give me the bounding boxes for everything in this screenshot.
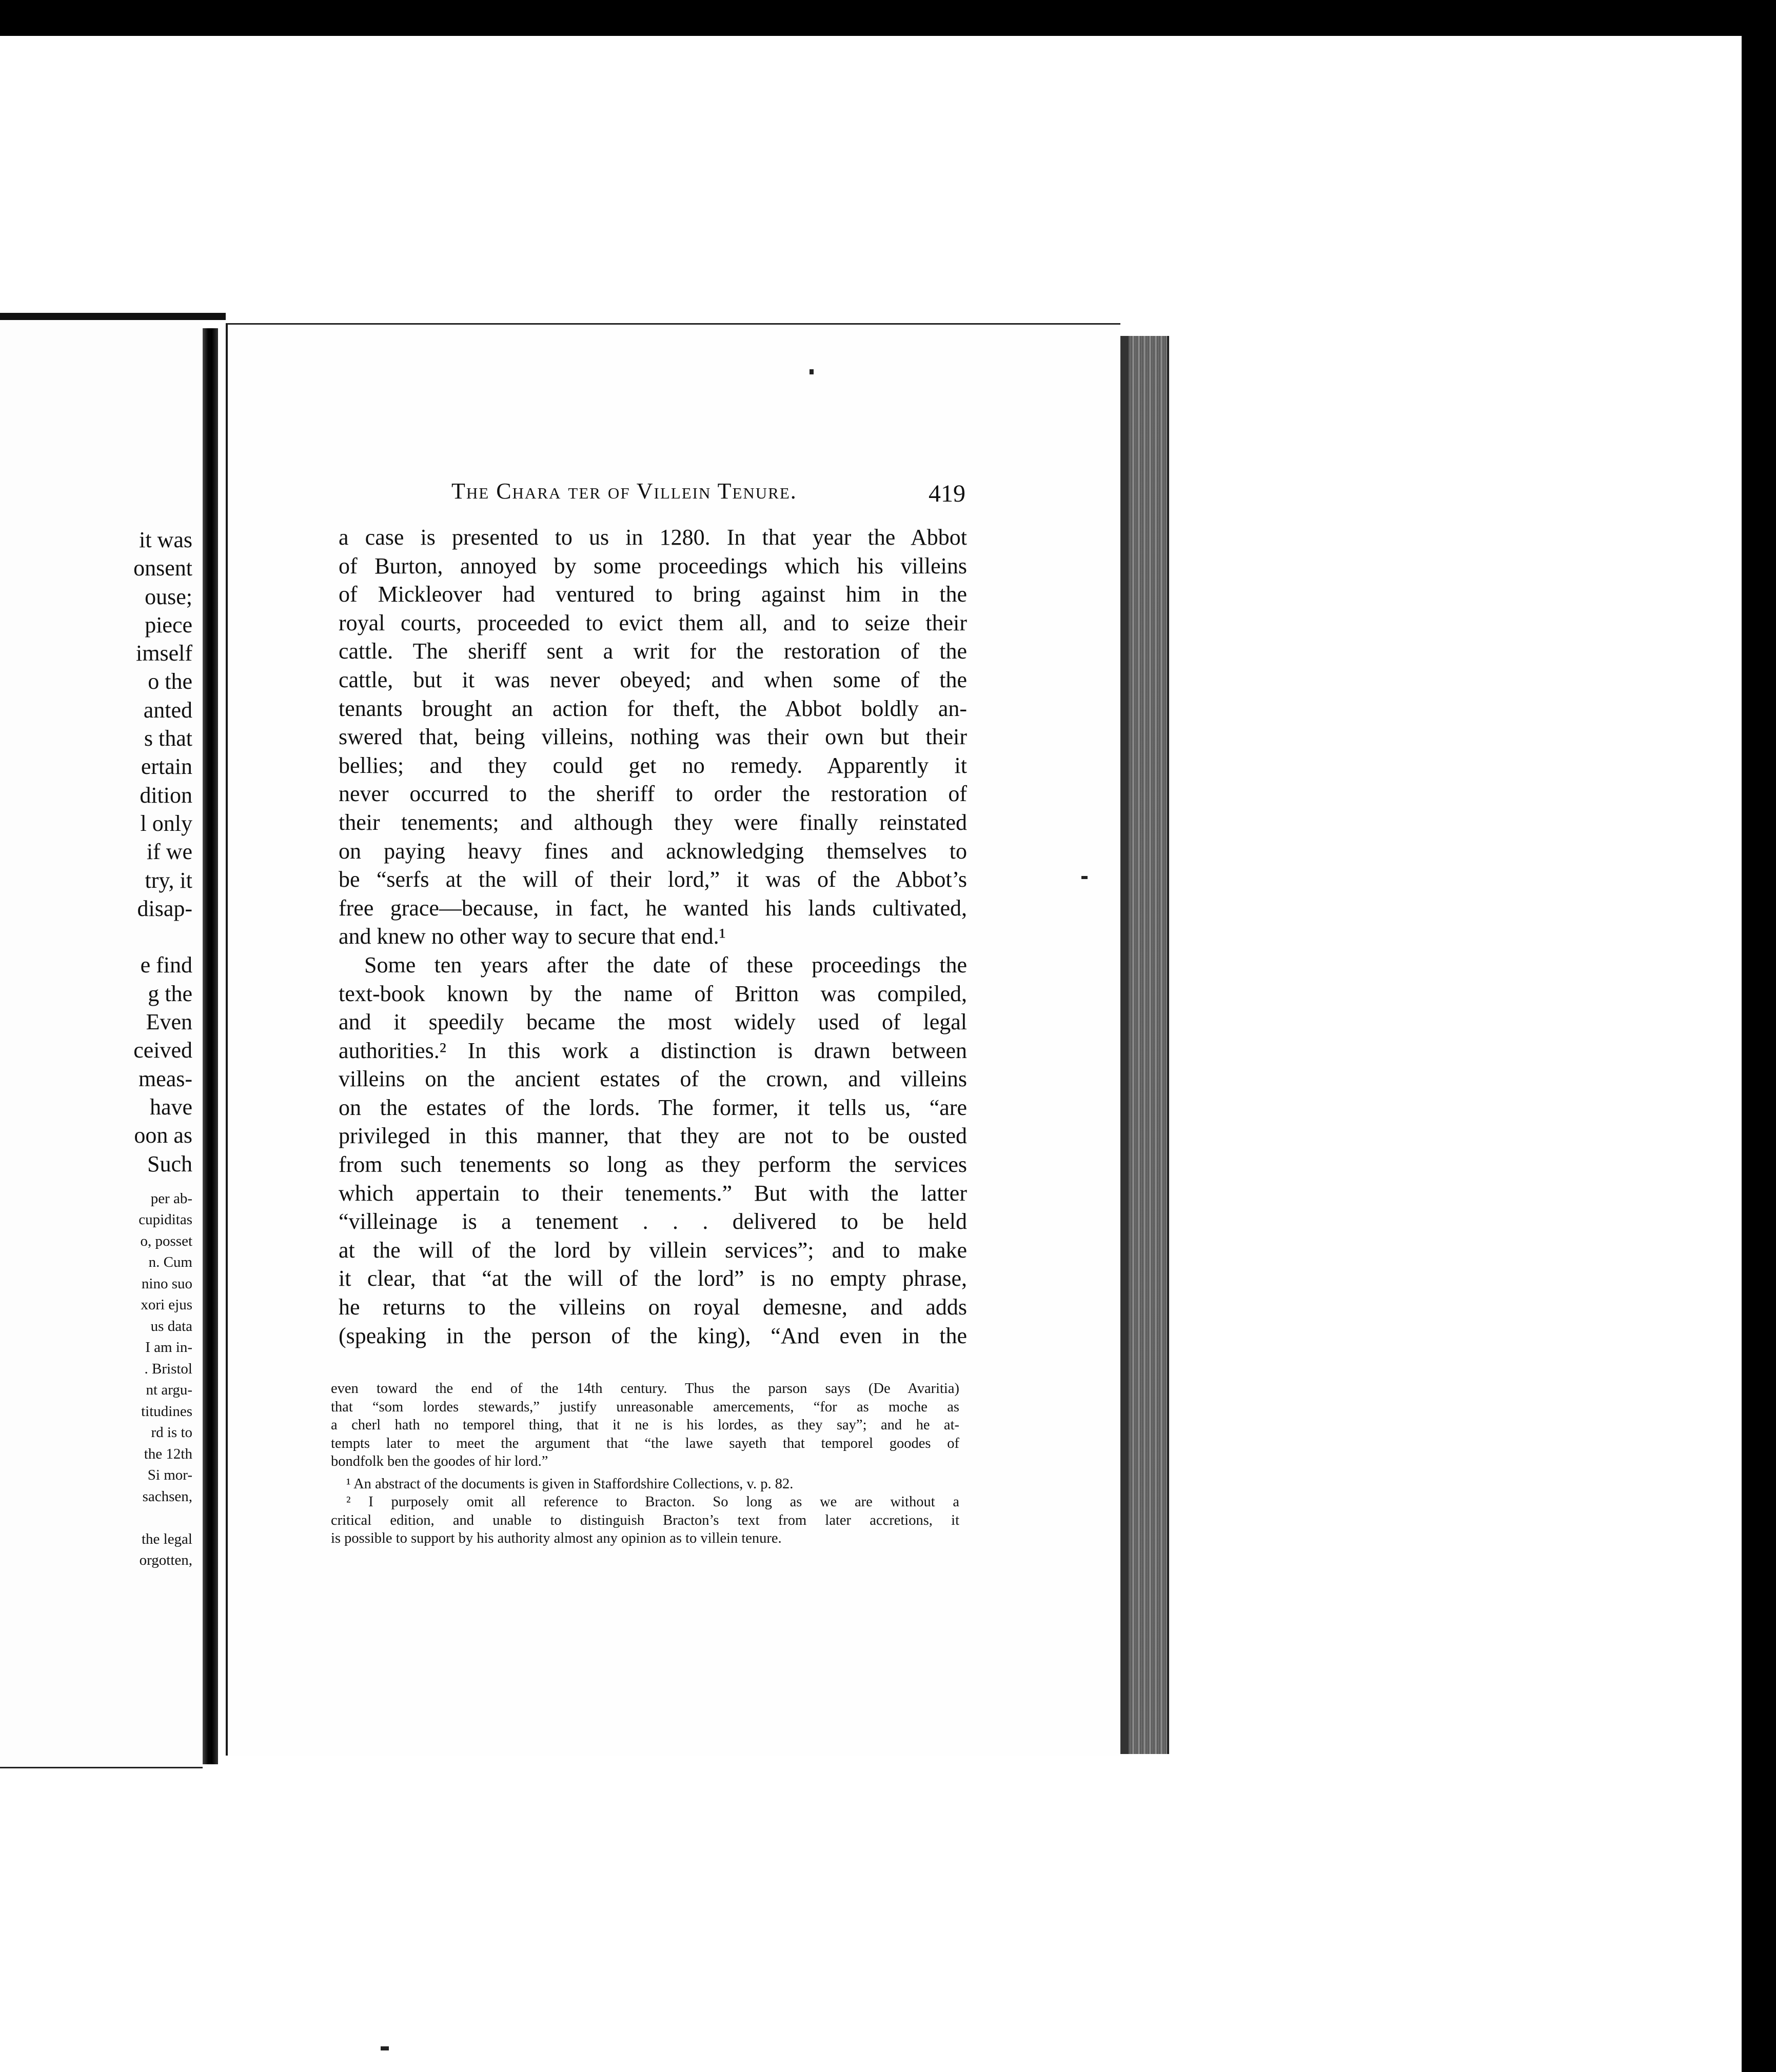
body-line: cattle. The sheriff sent a writ for the restoration of the bbox=[339, 639, 967, 664]
left-line: l only bbox=[140, 810, 192, 836]
body-line: villeins on the ancient estates of the crown, and villeins bbox=[339, 1066, 967, 1092]
left-line: piece bbox=[145, 612, 192, 637]
left-note-line: titudines bbox=[141, 1403, 192, 1420]
body-text bbox=[339, 523, 967, 1350]
left-line: it was bbox=[139, 527, 192, 552]
top-scan-border bbox=[0, 0, 1776, 36]
left-note-line: us data bbox=[150, 1318, 192, 1334]
left-note-line: . Bristol bbox=[144, 1360, 192, 1377]
footnote-continued-line: bondfolk ben the goodes of hir lord.” bbox=[331, 1453, 548, 1469]
left-note-line: rd is to bbox=[151, 1424, 192, 1441]
body-line: royal courts, proceeded to evict them all, and to seize their bbox=[339, 610, 967, 635]
left-line: Even bbox=[146, 1009, 192, 1035]
body-line: at the will of the lord by villein services”; and to make bbox=[339, 1237, 967, 1263]
left-line: imself bbox=[136, 641, 192, 666]
body-line: from such tenements so long as they perform the services bbox=[339, 1152, 967, 1178]
body-line: which appertain to their tenements.” But with the latter bbox=[339, 1180, 967, 1206]
left-note-line: sachsen, bbox=[142, 1488, 192, 1505]
body-line: a case is presented to us in 1280. In that year the Abbot bbox=[339, 525, 967, 550]
body-line: never occurred to the sheriff to order the restoration of bbox=[339, 781, 967, 807]
right-scan-border bbox=[1742, 0, 1776, 2072]
left-line: o the bbox=[148, 669, 192, 694]
left-note-line: cupiditas bbox=[139, 1211, 192, 1228]
left-line: try, it bbox=[145, 867, 192, 893]
body-line: be “serfs at the will of their lord,” it was of the Abbot’s bbox=[339, 867, 967, 892]
left-note-line: nino suo bbox=[141, 1275, 192, 1292]
left-line: Such bbox=[147, 1151, 192, 1177]
running-head: The Chara ter of Villein Tenure. bbox=[451, 479, 797, 504]
page-number: 419 bbox=[929, 480, 965, 507]
left-note-line: orgotten, bbox=[139, 1552, 192, 1569]
left-line: have bbox=[149, 1094, 192, 1120]
left-note-line: nt argu- bbox=[146, 1382, 192, 1399]
left-note-line: Si mor- bbox=[147, 1467, 192, 1484]
scan-speck bbox=[381, 2046, 389, 2050]
left-line: dition bbox=[140, 782, 192, 808]
left-note-line-blank bbox=[28, 1507, 192, 1529]
body-line: he returns to the villeins on royal demesne, and adds bbox=[339, 1294, 967, 1320]
body-line: free grace—because, in fact, he wanted his lands cultivated, bbox=[339, 895, 967, 921]
left-note-line: the 12th bbox=[144, 1445, 192, 1462]
left-note-line: o, posset bbox=[140, 1232, 192, 1249]
body-line: on the estates of the lords. The former, it tells us, “are bbox=[339, 1094, 967, 1120]
left-line: s that bbox=[144, 726, 192, 751]
left-line: meas- bbox=[138, 1066, 192, 1091]
left-page bbox=[0, 321, 203, 1768]
left-line-blank bbox=[28, 923, 192, 951]
body-line: “villeinage is a tenement . . . delivered to be held bbox=[339, 1209, 967, 1234]
body-line: authorities.² In this work a distinction is drawn between bbox=[339, 1038, 967, 1063]
footnote-2-line: is possible to support by his authority almost any opinion as to villein tenure. bbox=[331, 1530, 782, 1546]
footnotes bbox=[331, 1380, 959, 1548]
left-line: ertain bbox=[141, 754, 192, 780]
body-line: (speaking in the person of the king), “And even in the bbox=[339, 1323, 967, 1348]
body-line: their tenements; and although they were finally reinstated bbox=[339, 809, 967, 835]
left-line: e find bbox=[140, 952, 192, 978]
book-gutter bbox=[203, 328, 218, 1764]
body-line: tenants brought an action for theft, the Abbot boldly an- bbox=[339, 695, 967, 721]
left-line: disap- bbox=[137, 895, 192, 921]
footnote-2-line: critical edition, and unable to distinguish Bracton’s text from later accretions, it bbox=[331, 1512, 959, 1528]
body-line: on paying heavy fines and acknowledging themselves to bbox=[339, 838, 967, 864]
body-line: privileged in this manner, that they are not to be ousted bbox=[339, 1123, 967, 1149]
left-line: anted bbox=[143, 697, 192, 723]
footnote-continued-line: tempts later to meet the argument that “the lawe sayeth that temporel goodes of bbox=[331, 1435, 959, 1451]
body-line: bellies; and they could get no remedy. Apparently it bbox=[339, 752, 967, 778]
left-line: onsent bbox=[133, 555, 192, 581]
left-note-line: I am in- bbox=[145, 1339, 192, 1356]
left-note-line: xori ejus bbox=[141, 1297, 192, 1313]
left-page-text bbox=[28, 526, 192, 1571]
left-note-line: per ab- bbox=[150, 1190, 192, 1207]
footnote-1: ¹ An abstract of the documents is given in Staffordshire Collections, v. p. 82. bbox=[346, 1476, 794, 1492]
body-line: of Mickleover had ventured to bring against him in the bbox=[339, 582, 967, 607]
left-line: ouse; bbox=[145, 584, 192, 609]
body-line: and it speedily became the most widely used of legal bbox=[339, 1009, 967, 1035]
body-line-paragraph-start: Some ten years after the date of these proceedings the bbox=[364, 952, 967, 978]
left-note-line: the legal bbox=[141, 1530, 192, 1547]
left-line: if we bbox=[146, 839, 192, 865]
left-line: ceived bbox=[133, 1038, 192, 1063]
body-line: swered that, being villeins, nothing was their own but their bbox=[339, 724, 967, 750]
body-line: text-book known by the name of Britton was compiled, bbox=[339, 981, 967, 1006]
left-line: oon as bbox=[134, 1123, 192, 1148]
left-note-line: n. Cum bbox=[148, 1254, 192, 1271]
body-line: of Burton, annoyed by some proceedings which his villeins bbox=[339, 553, 967, 579]
footnote-continued-line: that “som lordes stewards,” justify unreasonable amercements, “for as moche as bbox=[331, 1399, 959, 1415]
footnote-continued-line: a cherl hath no temporel thing, that it ne is his lordes, as they say”; and he at- bbox=[331, 1417, 959, 1433]
scan-speck bbox=[810, 369, 814, 374]
footnote-continued-line: even toward the end of the 14th century. Thus the parson says (De Avaritia) bbox=[331, 1381, 959, 1397]
scan-speck bbox=[1081, 876, 1088, 879]
left-line: g the bbox=[148, 981, 192, 1006]
body-line-paragraph-end: and knew no other way to secure that end.¹ bbox=[339, 924, 726, 949]
footnote-2: ² I purposely omit all reference to Bracton. So long as we are without a bbox=[346, 1494, 959, 1510]
body-line: cattle, but it was never obeyed; and when some of the bbox=[339, 667, 967, 692]
left-page-top-edge bbox=[0, 313, 226, 320]
body-line: it clear, that “at the will of the lord” is no empty phrase, bbox=[339, 1266, 967, 1291]
